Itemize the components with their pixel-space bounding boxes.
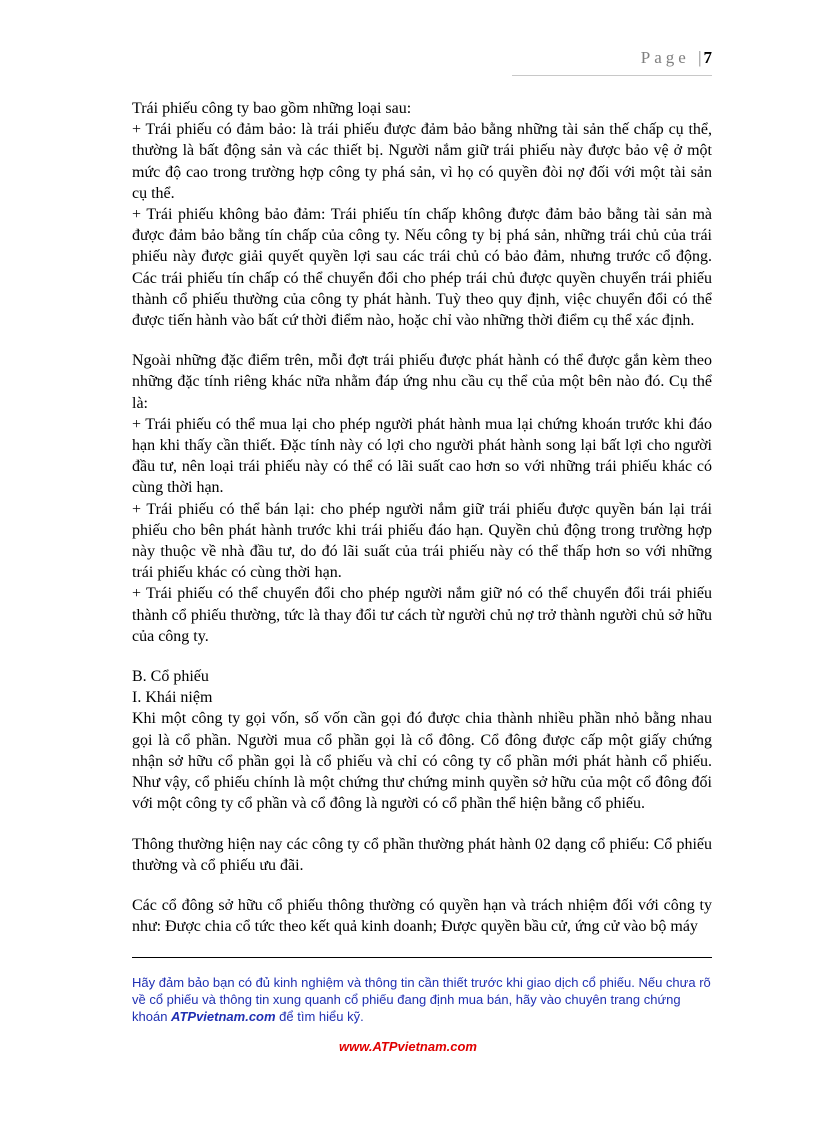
paragraph-spacer	[132, 876, 712, 895]
page-label: Page	[640, 48, 690, 67]
paragraph-unsecured-bond: + Trái phiếu không bảo đảm: Trái phiếu tín chấp không được đảm bảo bằng tài sản mà được đảm bảo bằng tín chấp của công ty. Nếu công ty bị phá sản, những trái chủ của trái phiếu này được giải quyết quyền lợi sau các trái chủ có bảo đảm, nhưng trước cổ động. Các trái phiếu tín chấp có thể chuyển đổi cho phép trái chủ được quyền chuyển trái phiếu thành cổ phiếu thường của công ty phát hành. Tuỳ theo quy định, việc chuyển đổi có thể được tiến hành vào bất cứ thời điểm nào, hoặc chỉ vào những thời điểm cụ thể xác định.	[132, 206, 712, 330]
paragraph-special-features: Ngoài những đặc điểm trên, mỗi đợt trái phiếu được phát hành có thể được gắn kèm theo những đặc tính riêng khác nữa nhằm đáp ứng nhu cầu cụ thể của một bên nào đó. Cụ thể là:	[132, 352, 712, 412]
paragraph-secured-bond: + Trái phiếu có đảm bảo: là trái phiếu được đảm bảo bằng những tài sản thế chấp cụ thể, thường là bất động sản và các thiết bị. Người nắm giữ trái phiếu này được bảo vệ ở một mức độ cao trong trường hợp công ty phá sản, vì họ có quyền đòi nợ đối với một tài sản cụ thể.	[132, 121, 712, 202]
paragraph-callable-bond: + Trái phiếu có thể mua lại cho phép người phát hành mua lại chứng khoán trước khi đáo hạn khi thấy cần thiết. Đặc tính này có lợi cho người phát hành song lại bất lợi cho người đầu tư, nên loại trái phiếu này có thể có lãi suất cao hơn so với những trái phiếu khác có cùng thời hạn.	[132, 415, 712, 497]
paragraph-convertible-bond: + Trái phiếu có thể chuyển đổi cho phép người nắm giữ nó có thể chuyển đổi trái phiếu thành cổ phiếu thường, tức là thay đổi tư cách từ người chủ nợ trở thành người chủ sở hữu của công ty.	[132, 585, 712, 645]
paragraph-spacer	[132, 815, 712, 834]
footer-rule	[132, 957, 712, 958]
paragraph-spacer	[132, 647, 712, 666]
document-body	[132, 98, 712, 937]
paragraph-shareholder-rights: Các cổ đông sở hữu cổ phiếu thông thường có quyền hạn và trách nhiệm đối với công ty như: Được chia cổ tức theo kết quả kinh doanh; Được quyền bầu cử, ứng cử vào bộ máy	[132, 896, 712, 936]
footer-url-link[interactable]: www.ATPvietnam.com	[339, 1039, 477, 1054]
footer-note-tail: để tìm hiểu kỹ.	[275, 1009, 364, 1024]
section-heading: B. Cổ phiếu	[132, 668, 209, 686]
footer-note	[132, 974, 717, 1025]
paragraph-stock-types: Thông thường hiện nay các công ty cổ phần thường phát hành 02 dạng cổ phiếu: Cổ phiếu thường và cổ phiếu ưu đãi.	[132, 835, 712, 874]
page-separator: |	[698, 48, 702, 67]
paragraph-definition: Khi một công ty gọi vốn, số vốn cần gọi đó được chia thành nhiều phần nhỏ bằng nhau gọi là cổ phần. Người mua cổ phần gọi là cổ đông. Cổ đông được cấp một giấy chứng nhận sở hữu cổ phần gọi là cổ phiếu và chỉ có công ty cổ phần mới phát hành cổ phiếu. Như vậy, cổ phiếu chính là một chứng thư chứng minh quyền sở hữu của một cổ đông đối với một công ty cổ phần và cổ đông là người có cổ phần thể hiện bằng cổ phiếu.	[132, 710, 712, 813]
footer-note-text: Hãy đảm bảo bạn có đủ kinh nghiệm và thông tin cần thiết trước khi giao dịch cổ phiếu. Nếu chưa rõ về cổ phiếu và thông tin xung quanh cổ phiếu đang định mua bán, hãy vào chuyên trang chứng khoán	[132, 975, 711, 1024]
subsection-heading: I. Khái niệm	[132, 689, 213, 707]
page-number: 7	[703, 48, 712, 67]
paragraph-putable-bond: + Trái phiếu có thể bán lại: cho phép người nắm giữ trái phiếu được quyền bán lại trái phiếu cho bên phát hành trước khi trái phiếu đáo hạn. Quyền chủ động trong trường hợp này thuộc về nhà đầu tư, do đó lãi suất của trái phiếu này có thể thấp hơn so với những trái phiếu khác có cùng thời hạn.	[132, 500, 712, 582]
footer-brand-link[interactable]: ATPvietnam.com	[171, 1009, 276, 1024]
page-header	[641, 48, 712, 68]
header-rule	[512, 75, 712, 76]
paragraph-spacer	[132, 331, 712, 350]
paragraph-intro: Trái phiếu công ty bao gồm những loại sau:	[132, 100, 412, 117]
